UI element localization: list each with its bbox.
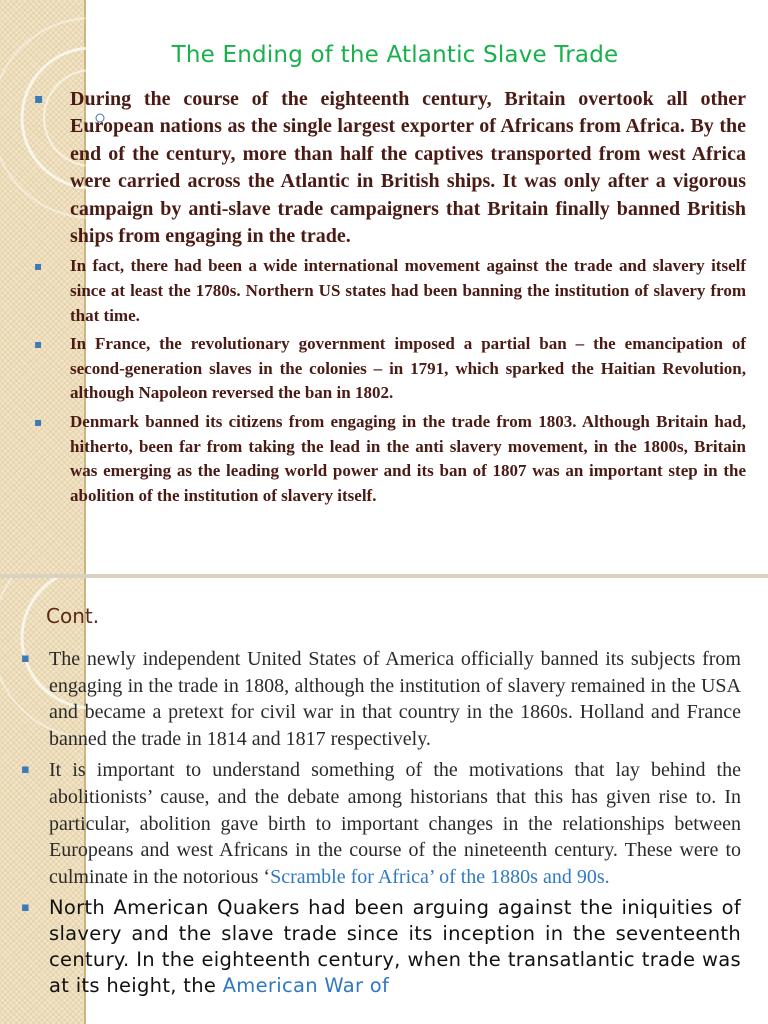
square-bullet-icon: ▪ <box>21 900 31 916</box>
square-bullet-icon: ▪ <box>21 762 30 778</box>
slide-title: Cont. <box>46 604 100 628</box>
bullet-list <box>21 646 741 1004</box>
american-war-link[interactable]: American War of <box>222 974 390 998</box>
list-item: ▪ During the course of the eighteenth century, Britain overtook all other European nations as the single largest exporter of Africans from Africa. By the end of the century, more than half the captives transported from west Africa were carried across the Atlantic in British ships. It was only after a vigorous campaign by anti-slave trade campaigners that Britain finally banned British ships from engaging in the trade. <box>34 88 746 248</box>
scramble-link[interactable]: Scramble for Africa’ of the 1880s and 90s. <box>270 865 610 888</box>
square-bullet-icon: ▪ <box>21 651 30 666</box>
square-bullet-icon: ▪ <box>34 415 43 429</box>
list-item: ▪ North American Quakers had been arguing against the iniquities of slavery and the slave trade since its inception in the seventeenth century. In the eighteenth century, when the transatlantic trade was at its height, the American War of <box>21 896 741 998</box>
slide-title: The Ending of the Atlantic Slave Trade <box>171 42 619 68</box>
list-item: ▪ It is important to understand something of the motivations that lay behind the abolitionists’ cause, and the debate among historians that this has given rise to. In particular, abolition gave birth to important changes in the relationships between Europeans and west Africans in the course of the nineteenth century. These were to culminate in the notorious ‘Scramble for Africa’ of the 1880s and 90s. <box>21 759 741 888</box>
square-bullet-icon: ▪ <box>34 259 43 274</box>
bullet-list <box>34 86 746 508</box>
square-bullet-icon: ▪ <box>34 337 43 352</box>
list-item: ▪ In fact, there had been a wide international movement against the trade and slavery itself since at least the 1780s. Northern US states had been banning the institution of slavery from that time. <box>34 256 746 325</box>
list-item: ▪ Denmark banned its citizens from engaging in the trade from 1803. Although Britain had, hitherto, been far from taking the lead in the anti slavery movement, in the 1800s, Britain was emerging as the leading world power and its ban of 1807 was an important step in the abolition of the institution of slavery itself. <box>34 412 746 505</box>
list-item: ▪ In France, the revolutionary government imposed a partial ban – the emancipation of second-generation slaves in the colonies – in 1791, which sparked the Haitian Revolution, although Napoleon reversed the ban in 1802. <box>34 334 746 403</box>
square-bullet-icon: ▪ <box>34 91 44 107</box>
slide-2 <box>0 578 768 1024</box>
list-item: ▪ The newly independent United States of America officially banned its subjects from engaging in the trade in 1808, although the institution of slavery remained in the USA and became a pretext for civil war in that country in the 1860s. Holland and France banned the trade in 1814 and 1817 respectively. <box>21 648 741 750</box>
